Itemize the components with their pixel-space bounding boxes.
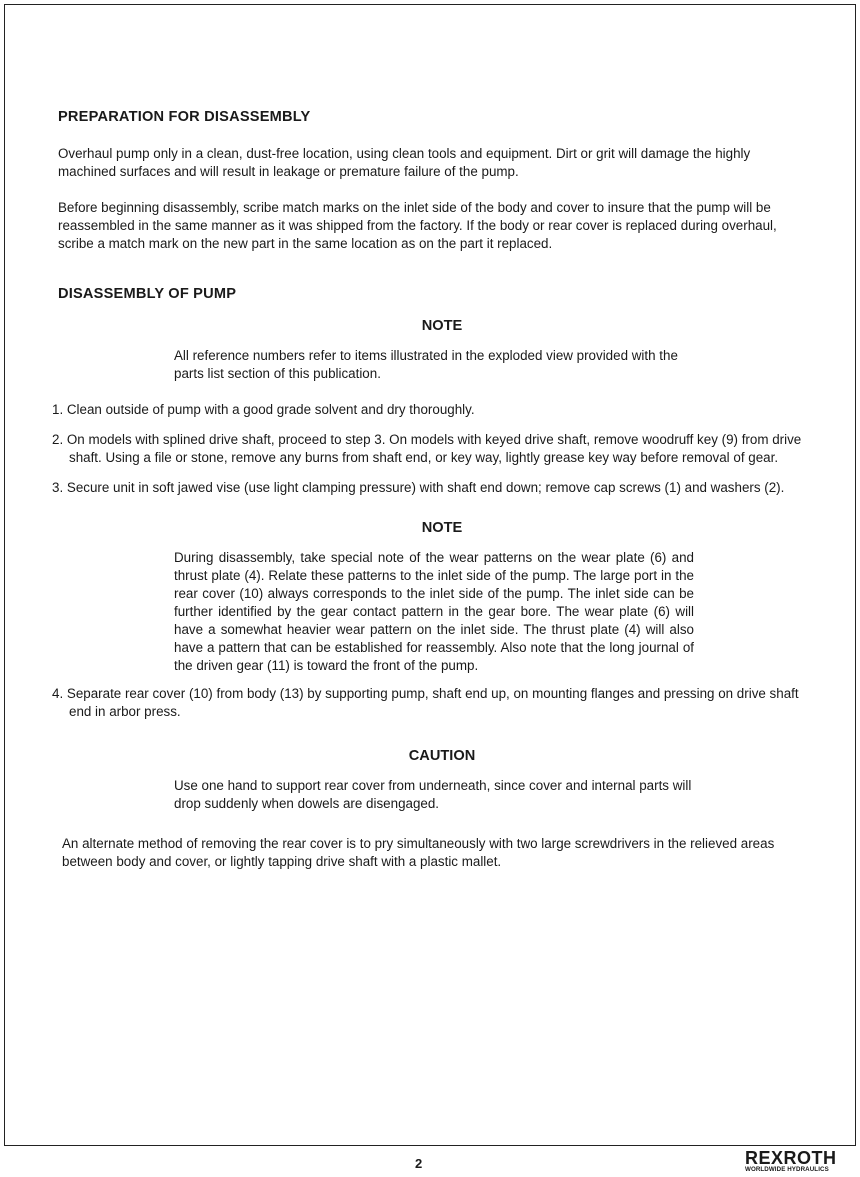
note-text-2: During disassembly, take special note of the wear patterns on the wear plate (6) and thrust plate (4). Relate these patterns to the inlet side of the pump. The large port in the rear cover (10) always corresponds to the inlet side of the pump. The inlet side can be further identified by the gear contact pattern in the gear bore. The wear plate (6) will have a somewhat heavier wear pattern on the inlet side. The thrust plate (4) will also have a pattern that can be established for reassembly. Also note that the long journal of the driven gear (11) is toward the front of the pump. xyxy=(174,550,694,673)
steps-list-b xyxy=(52,685,810,721)
steps-list-a xyxy=(52,401,810,497)
rexroth-logo xyxy=(745,1150,857,1174)
brand-tagline: WORLDWIDE HYDRAULICS xyxy=(745,1166,829,1173)
step-1: 1. Clean outside of pump with a good grade solvent and dry thoroughly. xyxy=(52,402,475,417)
caution-block xyxy=(58,747,810,813)
caution-title: CAUTION xyxy=(408,748,476,764)
paragraph-prep-1: Overhaul pump only in a clean, dust-free location, using clean tools and equipment. Dirt or grit will damage the highly machined surfaces and will result in leakage or premature failure of the pump. xyxy=(58,146,751,179)
note-block-1 xyxy=(58,317,810,383)
step-3: 3. Secure unit in soft jawed vise (use light clamping pressure) with shaft end down; remove cap screws (1) and washers (2). xyxy=(52,480,785,495)
step-2: 2. On models with splined drive shaft, proceed to step 3. On models with keyed drive shaft, remove woodruff key (9) from drive shaft. Using a file or stone, remove any burns from shaft end, or key way, lightly grease key way before removal of gear. xyxy=(52,432,802,465)
step-4: 4. Separate rear cover (10) from body (13) by supporting pump, shaft end up, on mounting flanges and pressing on drive shaft end in arbor press. xyxy=(52,686,799,719)
brand-name: REXROTH xyxy=(745,1148,837,1168)
note-title-2: NOTE xyxy=(421,520,463,536)
note-block-2 xyxy=(58,519,810,675)
caution-text: Use one hand to support rear cover from underneath, since cover and internal parts will drop suddenly when dowels are disengaged. xyxy=(174,778,692,811)
page-number: 2 xyxy=(415,1156,423,1171)
heading-preparation: PREPARATION FOR DISASSEMBLY xyxy=(58,109,311,125)
paragraph-prep-2: Before beginning disassembly, scribe match marks on the inlet side of the body and cover to insure that the pump will be reassembled in the same manner as it was shipped from the factory. If the body or rear cover is replaced during overhaul, scribe a match mark on the new part in the same location as on the part it replaced. xyxy=(58,200,777,251)
paragraph-alternate-method: An alternate method of removing the rear cover is to pry simultaneously with two large screwdrivers in the relieved areas between body and cover, or lightly tapping drive shaft with a plastic mallet. xyxy=(62,836,775,869)
note-title-1: NOTE xyxy=(421,318,463,334)
heading-disassembly: DISASSEMBLY OF PUMP xyxy=(58,286,237,302)
page-content xyxy=(52,108,810,871)
note-text-1: All reference numbers refer to items illustrated in the exploded view provided with the parts list section of this publication. xyxy=(174,348,678,381)
